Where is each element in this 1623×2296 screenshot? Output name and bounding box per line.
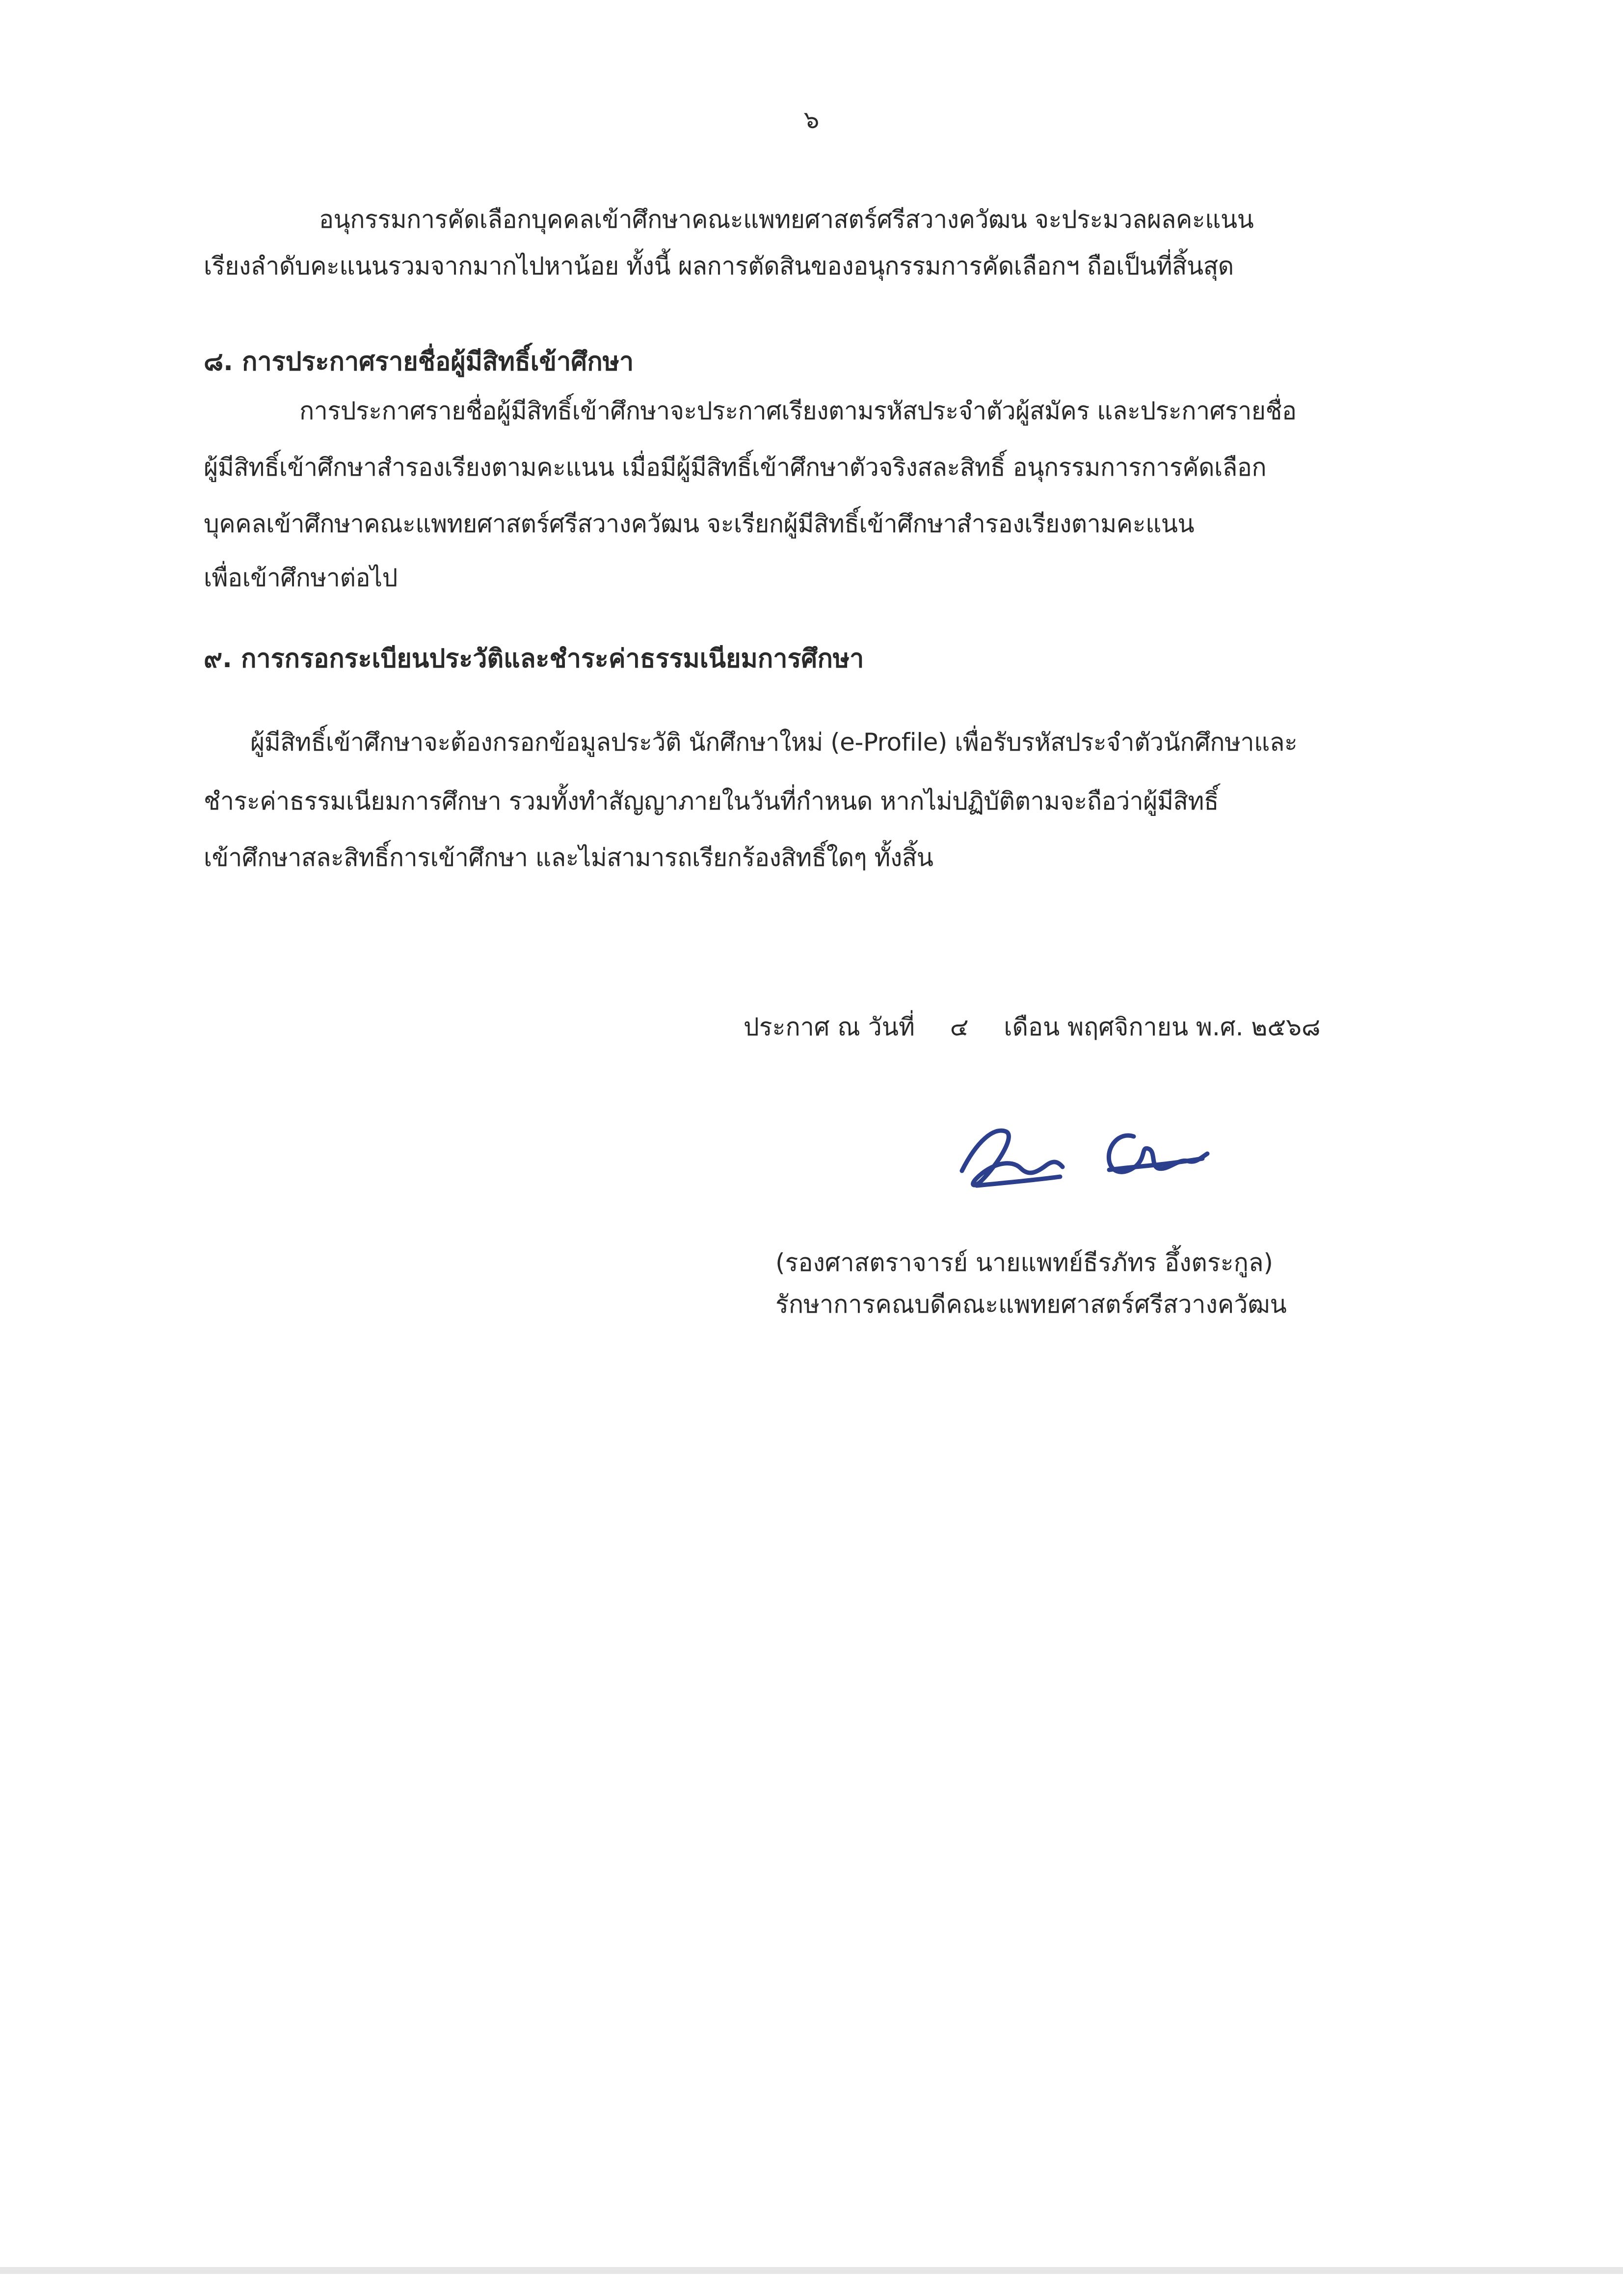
section-9-line-3: เข้าศึกษาสละสิทธิ์การเข้าศึกษา และไม่สามารถเรียกร้องสิทธิ์ใดๆ ทั้งสิ้น <box>204 843 933 872</box>
section-9-line-1: ผู้มีสิทธิ์เข้าศึกษาจะต้องกรอกข้อมูลประวัติ นักศึกษาใหม่ (e-Profile) เพื่อรับรหัสประจำตัวนักศึกษาและ <box>250 728 1298 756</box>
section-9-line-2: ชำระค่าธรรมเนียมการศึกษา รวมทั้งทำสัญญาภายในวันที่กำหนด หากไม่ปฏิบัติตามจะถือว่าผู้มีสิทธิ์ <box>204 787 1219 815</box>
section-8-line-1: การประกาศรายชื่อผู้มีสิทธิ์เข้าศึกษาจะประกาศเรียงตามรหัสประจำตัวผู้สมัคร และประกาศรายชื่อ <box>299 397 1297 425</box>
announcement-date <box>744 1004 1321 1051</box>
section-8-line-3: บุคคลเข้าศึกษาคณะแพทยศาสตร์ศรีสวางควัฒน จะเรียกผู้มีสิทธิ์เข้าศึกษาสำรองเรียงตามคะแนน <box>204 510 1195 538</box>
page-number: ๖ <box>803 106 820 134</box>
section-9-heading: ๙. การกรอกระเบียนประวัติและชำระค่าธรรมเนียมการศึกษา <box>204 644 864 674</box>
section-8-line-4: เพื่อเข้าศึกษาต่อไป <box>204 564 398 592</box>
intro-line-1: อนุกรรมการคัดเลือกบุคคลเข้าศึกษาคณะแพทยศาสตร์ศรีสวางควัฒน จะประมวลผลคะแนน <box>319 205 1254 234</box>
signatory-name: (รองศาสตราจารย์ นายแพทย์ธีรภัทร อึ้งตระกูล) <box>775 1248 1274 1277</box>
section-8-heading: ๘. การประกาศรายชื่อผู้มีสิทธิ์เข้าศึกษา <box>204 347 634 377</box>
intro-line-2: เรียงลำดับคะแนนรวมจากมากไปหาน้อย ทั้งนี้ ผลการตัดสินของอนุกรรมการคัดเลือกฯ ถือเป็นที่สิ้นสุด <box>204 252 1234 280</box>
announcement-day: ๔ <box>950 1013 969 1041</box>
page-bottom-edge <box>0 2267 1623 2274</box>
section-8-line-2: ผู้มีสิทธิ์เข้าศึกษาสำรองเรียงตามคะแนน เมื่อมีผู้มีสิทธิ์เข้าศึกษาตัวจริงสละสิทธิ์ อนุกรรมการการคัดเลือก <box>204 453 1267 482</box>
handwritten-signature <box>947 1112 1222 1200</box>
announcement-prefix: ประกาศ ณ วันที่ <box>744 1013 915 1041</box>
signatory-position: รักษาการคณบดีคณะแพทยศาสตร์ศรีสวางควัฒน <box>775 1290 1287 1319</box>
announcement-month: เดือน พฤศจิกายน พ.ศ. ๒๕๖๘ <box>1004 1013 1321 1041</box>
